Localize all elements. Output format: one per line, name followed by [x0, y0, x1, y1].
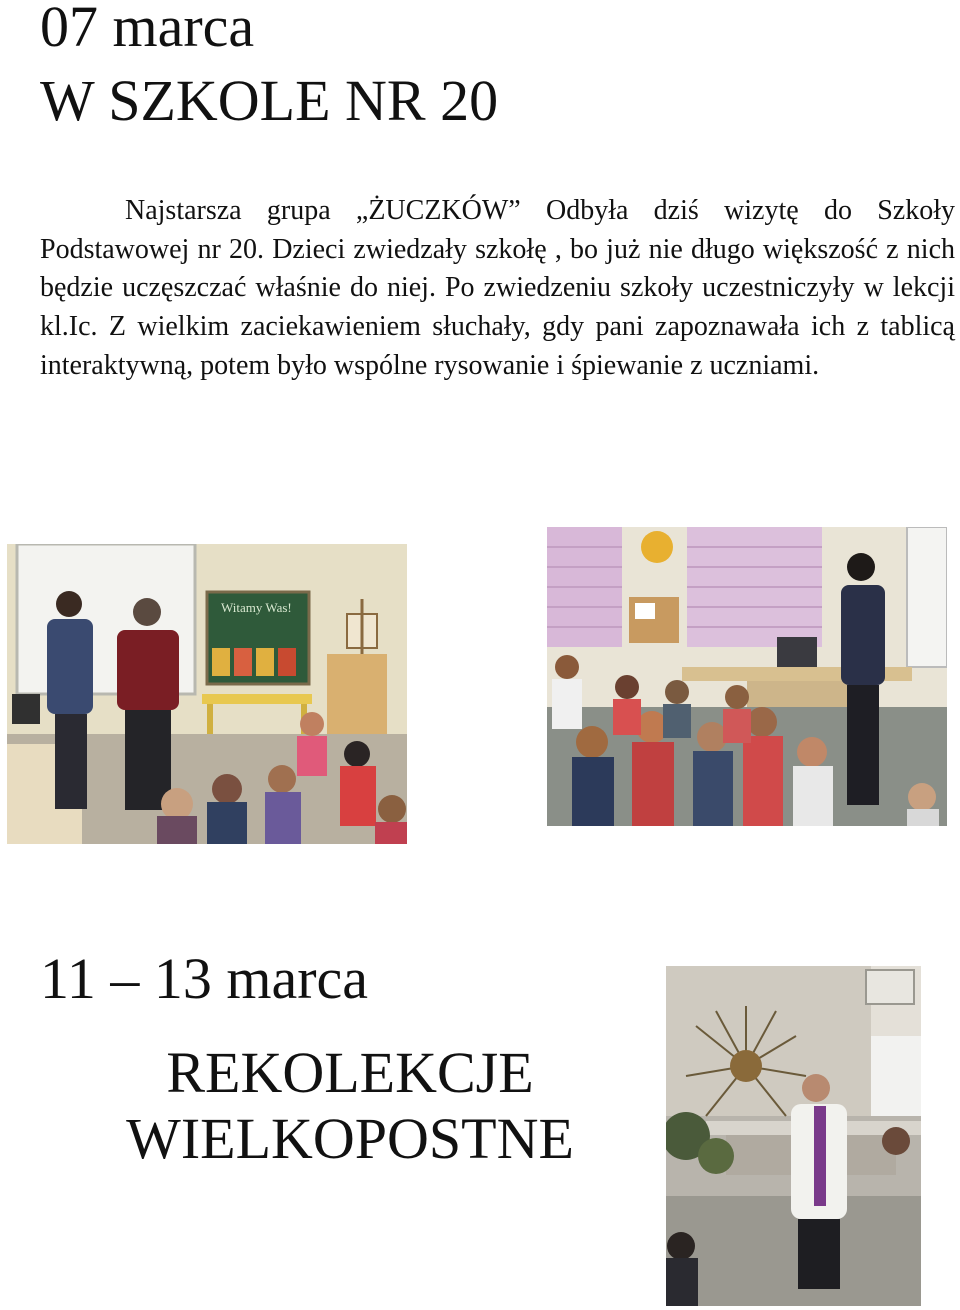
board-text: Witamy Was! [221, 600, 292, 615]
photo-retreat-priest [666, 966, 921, 1306]
section1-title: W SZKOLE NR 20 [40, 68, 499, 133]
section2-date: 11 – 13 marca [40, 946, 369, 1011]
section2-title [110, 1040, 590, 1172]
section2-title-line1: REKOLEKCJE [166, 1040, 534, 1105]
section1-paragraph: Najstarsza grupa „ŻUCZKÓW” Odbyła dziś wizytę do Szkoły Podstawowej nr 20. Dzieci zwiedzały szkołę , bo już nie długo większość z nich będzie uczęszczać właśnie do niej. Po zwiedzeniu szkoły uczestniczyły w lekcji kl.Ic. Z wielkim zaciekawieniem słuchały, gdy pani zapoznawała ich z tablicą interaktywną, potem było wspólne rysowanie i śpiewanie z uczniami. [40, 195, 955, 381]
section2-title-line2: WIELKOPOSTNE [126, 1106, 574, 1171]
photo-classroom-visit [7, 544, 407, 844]
photo-lesson [547, 527, 947, 826]
section1-date: 07 marca [40, 0, 255, 59]
